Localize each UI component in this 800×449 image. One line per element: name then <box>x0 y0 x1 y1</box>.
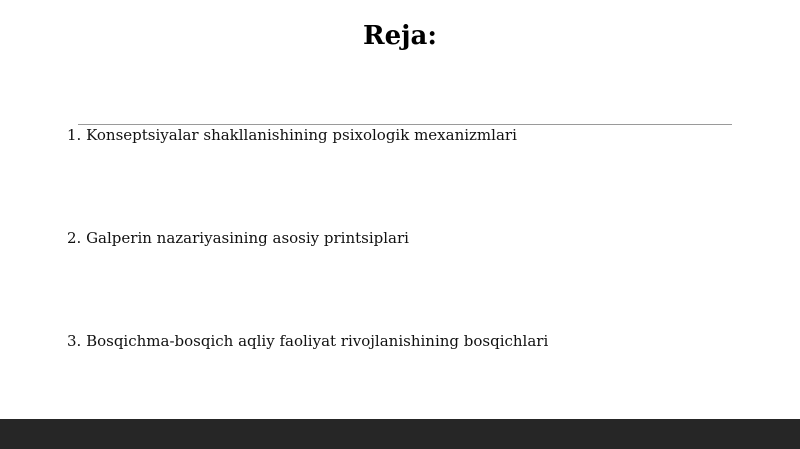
plan-item-3: 3. Bosqichma-bosqich aqliy faoliyat rivojlanishining bosqichlari <box>67 332 549 350</box>
plan-item-1: 1. Konseptsiyalar shakllanishining psixologik mexanizmlari <box>67 126 517 144</box>
presentation-bottom-bar <box>0 419 800 449</box>
plan-item-2: 2. Galperin nazariyasining asosiy printsiplari <box>67 229 409 247</box>
slide-title: Reja: <box>362 21 437 51</box>
